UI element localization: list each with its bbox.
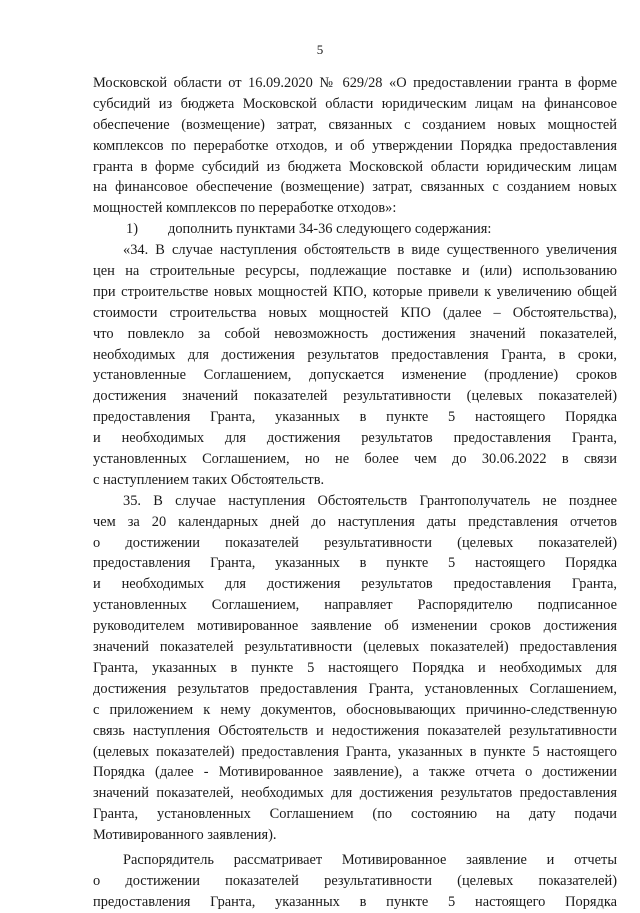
text-line: цен на строительные ресурсы, подлежащие поставке и (или) использованию <box>93 263 617 280</box>
text-line: с приложением к нему документов, обосновывающих причинно-следственную <box>93 701 617 718</box>
text-line <box>93 219 617 240</box>
text-line: о достижении показателей результативности (целевых показателей) <box>93 872 617 889</box>
text-line: предоставления Гранта, указанных в пункте 5 настоящего Порядка <box>93 409 617 426</box>
text-line: о достижении показателей результативности (целевых показателей) <box>93 534 617 551</box>
text-line: необходимых для достижения результатов предоставления Гранта, в сроки, <box>93 346 617 363</box>
text-line: Мотивированного заявления). <box>93 827 277 844</box>
text-line: на финансовое обеспечение (возмещение) затрат, связанных с созданием новых <box>93 179 617 196</box>
text-line: Гранта, указанных в пункте 5 настоящего Порядка и необходимых для <box>93 659 617 676</box>
text-line: обеспечение (возмещение) затрат, связанных с созданием новых мощностей <box>93 116 617 133</box>
text-line: Гранта, установленных Соглашением (по состоянию на дату подачи <box>93 806 617 823</box>
text-line: «34. В случае наступления обстоятельств в виде существенного увеличения <box>123 242 617 259</box>
text-line: и необходимых для достижения результатов предоставления Гранта, <box>93 576 617 593</box>
list-item-number: 1) <box>126 221 138 238</box>
text-line: комплексов по переработке отходов, и об утверждении Порядка предоставления <box>93 137 617 154</box>
text-line: Порядка (далее - Мотивированное заявление), а также отчета о достижении <box>93 764 617 781</box>
text-line: (целевых показателей) предоставления Гранта, указанных в пункте 5 настоящего <box>93 743 617 760</box>
text-line: достижения результатов предоставления Гранта, установленных Соглашением, <box>93 680 617 697</box>
text-line: установленных Соглашением, направляет Распорядителю подписанное <box>93 597 617 614</box>
text-line: субсидий из бюджета Московской области юридическим лицам на финансовое <box>93 95 617 112</box>
text-line: значений показателей результативности (целевых показателей) предоставления <box>93 639 617 656</box>
text-line: достижения значений показателей результативности (целевых показателей) <box>93 388 617 405</box>
text-line: руководителем мотивированное заявление об изменении сроков достижения <box>93 618 617 635</box>
text-line: и необходимых для достижения результатов предоставления Гранта, <box>93 430 617 447</box>
text-line: 35. В случае наступления Обстоятельств Грантополучатель не позднее <box>123 492 617 509</box>
text-line: значений показателей, необходимых для достижения результатов предоставления <box>93 785 617 802</box>
text-line: Распорядитель рассматривает Мотивированное заявление и отчеты <box>123 851 617 868</box>
list-item-text: дополнить пунктами 34-36 следующего содержания: <box>168 221 492 238</box>
text-line: что повлекло за собой невозможность достижения значений показателей, <box>93 325 617 342</box>
text-line: предоставления Гранта, указанных в пункте 5 настоящего Порядка <box>93 555 617 572</box>
document-body <box>93 73 617 913</box>
text-line: связь наступления Обстоятельств и недостижения показателей результативности <box>93 722 617 739</box>
text-line: чем за 20 календарных дней до наступления даты представления отчетов <box>93 513 617 530</box>
text-line: Московской области от 16.09.2020 № 629/28 «О предоставлении гранта в форме <box>93 75 617 91</box>
text-line: установленных Соглашением, но не более чем до 30.06.2022 в связи <box>93 451 617 468</box>
text-line: гранта в форме субсидий из бюджета Московской области юридическим лицам <box>93 158 617 175</box>
text-line: при строительстве новых мощностей КПО, которые привели к увеличению общей <box>93 283 617 300</box>
page-number: 5 <box>316 42 324 57</box>
text-line: предоставления Гранта, указанных в пункте 5 настоящего Порядка <box>93 893 617 910</box>
text-line: стоимости строительства новых мощностей КПО (далее – Обстоятельства), <box>93 304 617 321</box>
text-line: мощностей комплексов по переработке отходов»: <box>93 200 397 217</box>
text-line: с наступлением таких Обстоятельств. <box>93 471 325 488</box>
text-line: установленные Соглашением, допускается изменение (продление) сроков <box>93 367 617 384</box>
